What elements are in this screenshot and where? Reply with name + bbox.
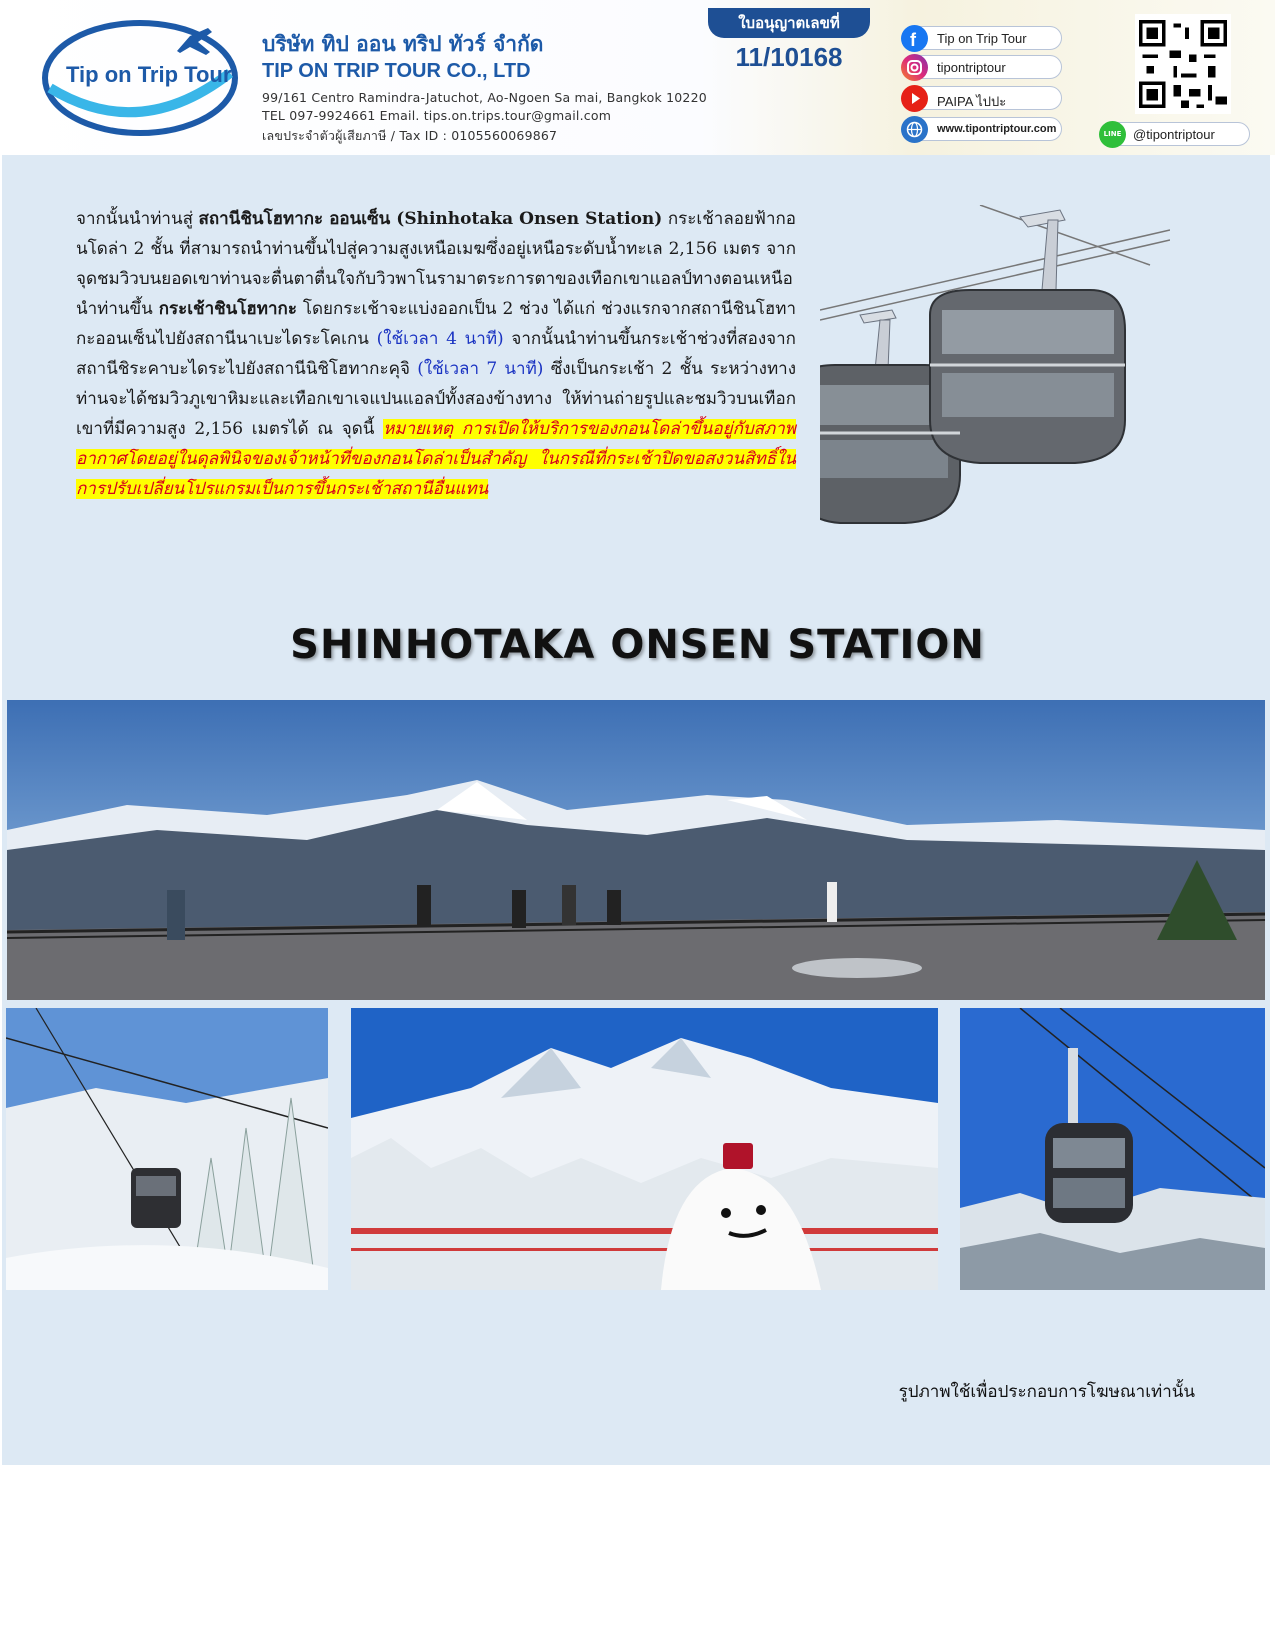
station-title: SHINHOTAKA ONSEN STATION bbox=[290, 622, 985, 668]
instagram-label: tipontriptour bbox=[937, 60, 1006, 75]
company-name-thai: บริษัท ทิป ออน ทริป ทัวร์ จำกัด bbox=[262, 32, 544, 56]
social-line[interactable] bbox=[1100, 122, 1250, 146]
company-address: 99/161 Centro Ramindra-Jatuchot, Ao-Ngoen Sa mai, Bangkok 10220 bbox=[262, 90, 707, 105]
letterhead bbox=[0, 0, 1275, 155]
instagram-icon bbox=[901, 54, 928, 81]
youtube-icon bbox=[901, 85, 928, 112]
qr-code[interactable] bbox=[1135, 14, 1231, 114]
gondola-cable-photo bbox=[960, 1008, 1265, 1290]
company-tax-id: เลขประจำตัวผู้เสียภาษี / Tax ID : 0105560069867 bbox=[262, 128, 558, 143]
line-icon: LINE bbox=[1099, 121, 1126, 148]
text-part-3: จากนั้นนำท่านขึ้นกระเช้าช่วงที่สองจากสถานีชิระคาบะไดระไปยังสถานีนิชิโฮทากะคุจิ bbox=[76, 329, 796, 379]
social-instagram[interactable] bbox=[902, 55, 1062, 79]
globe-icon bbox=[901, 116, 928, 143]
license-label: ใบอนุญาตเลขที่ bbox=[708, 8, 870, 38]
line-label: @tipontriptour bbox=[1133, 127, 1215, 142]
company-name-english: TIP ON TRIP TOUR CO., LTD bbox=[262, 60, 531, 82]
social-website[interactable] bbox=[902, 117, 1062, 141]
image-disclaimer: รูปภาพใช้เพื่อประกอบการโฆษณาเท่านั้น bbox=[898, 1382, 1195, 1402]
text-part-2: โดยกระเช้าจะแบ่งออกเป็น 2 ช่วง ได้แก่ ช่วงแรกจากสถานีชินโฮทากะออนเซ็นไปยังสถานีนาเบะไดระโคเกน bbox=[76, 299, 796, 349]
text-part-1: กระเช้าลอยฟ้ากอนโดล่า 2 ชั้น ที่สามารถนำท่านขึ้นไปสู่ความสูงเหนือเมฆซึ่งอยู่เหนือระดับน้ำทะเล 2,156 เมตร จากจุดชมวิวบนยอดเขาท่านจะตื่นตาตื่นใจกับวิวพาโนรามาตระการตาของเทือกเขาแอลป์ทางตอนเหนือ นำท่านขึ้น bbox=[76, 209, 796, 319]
social-youtube[interactable] bbox=[902, 86, 1062, 110]
note-highlight: หมายเหตุ การเปิดให้บริการของกอนโดล่าขึ้นอยู่กับสภาพอากาศโดยอยู่ในดุลพินิจของเจ้าหน้าที่ของกอนโดล่าเป็นสำคัญ ในกรณีที่กระเช้าปิดขอสงวนสิทธิ์ในการปรับเปลี่ยนโปรแกรมเป็นการขึ้นกระเช้าสถานีอื่นแทน bbox=[76, 419, 796, 499]
snowy-forest-gondola-photo bbox=[6, 1008, 328, 1290]
panorama-observation-deck-photo bbox=[7, 700, 1265, 1000]
station-name-bold: สถานีชินโฮทากะ ออนเซ็น (Shinhotaka Onsen Station) bbox=[198, 209, 663, 229]
social-facebook[interactable] bbox=[902, 26, 1062, 50]
youtube-label: PAIPA ไปปะ bbox=[937, 94, 1007, 109]
gondola-illustration bbox=[820, 205, 1170, 555]
description-paragraph bbox=[76, 204, 796, 504]
license-number: 11/10168 bbox=[735, 42, 843, 72]
text-part-4: ซึ่งเป็นกระเช้า 2 ชั้น ระหว่างทางท่านจะได้ชมวิวภูเขาหิมะและเทือกเขาเจแปนแอลป์ทั้งสองข้างทาง ให้ท่านถ่ายรูปและชมวิวบนเทือกเขาที่มีความสูง 2,156 เมตรได้ ณ จุดนี้ bbox=[76, 359, 796, 439]
logo-text: Tip on Trip Tour bbox=[66, 62, 232, 87]
company-contact: TEL 097-9924661 Email. tips.on.trips.tour@gmail.com bbox=[262, 108, 612, 123]
website-label: www.tipontriptour.com bbox=[937, 123, 1057, 135]
svg-text:f: f bbox=[910, 30, 916, 50]
facebook-label: Tip on Trip Tour bbox=[937, 31, 1027, 46]
facebook-icon bbox=[901, 25, 928, 52]
license-badge bbox=[708, 8, 870, 80]
ropeway-name-bold: กระเช้าชินโฮทากะ bbox=[158, 299, 297, 319]
snowman-mountain-photo bbox=[351, 1008, 938, 1290]
travel-time-2: (ใช้เวลา 7 นาที) bbox=[417, 359, 544, 379]
travel-time-1: (ใช้เวลา 4 นาที) bbox=[376, 329, 504, 349]
text-intro: จากนั้นนำท่านสู่ bbox=[76, 209, 199, 229]
